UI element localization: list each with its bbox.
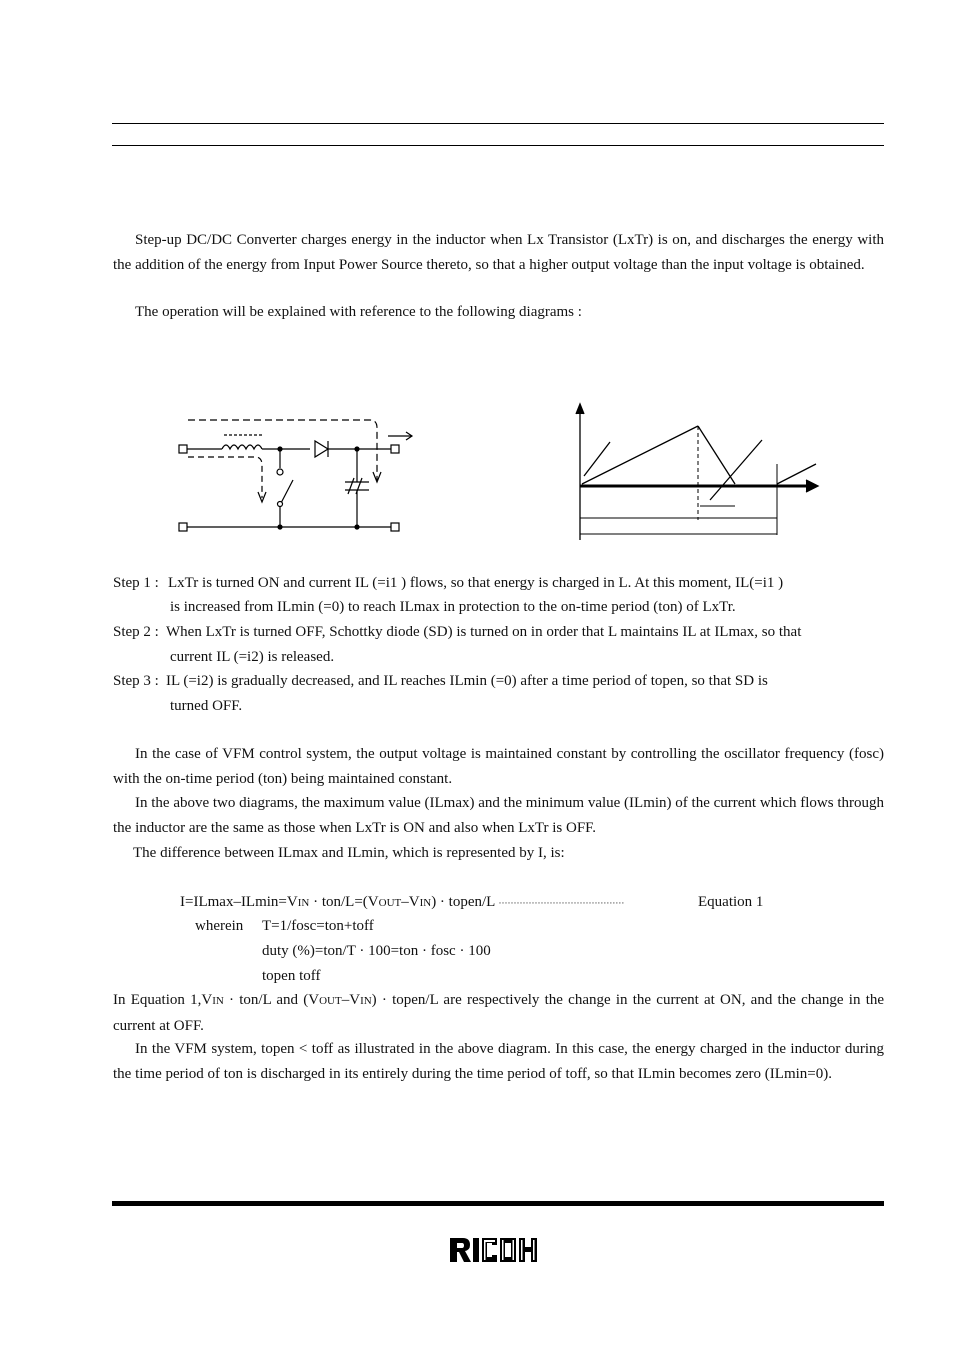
intro-paragraph-1: Step-up DC/DC Converter charges energy in the inductor when Lx Transistor (LxTr) is on, and discharges the energy with the addition of the energy from Input Power Source thereto, so that a higher output voltage than the input voltage is obtained. — [113, 232, 884, 273]
ricoh-logo — [449, 1236, 549, 1264]
expl-part-a: In Equation 1,V — [113, 992, 213, 1008]
expl-vin-sub-2: IN — [360, 995, 372, 1007]
current-waveform — [570, 400, 830, 540]
definition-duty: duty (%)=ton/T · 100=ton · fosc · 100 — [262, 943, 491, 959]
step-3-line-1: IL (=i2) is gradually decreased, and IL reaches ILmin (=0) after a time period of topen, so that SD is — [166, 673, 768, 689]
equation-part-c: –V — [401, 894, 420, 910]
equation-part-a: I=ILmax–ILmin=V — [180, 894, 298, 910]
expl-vin-sub-1: IN — [212, 995, 224, 1007]
equation-leader-dots: ·········································· — [498, 898, 625, 908]
expl-vout-sub: OUT — [319, 995, 342, 1007]
difference-paragraph: The difference between ILmax and ILmin, which is represented by I, is: — [133, 845, 565, 861]
step-3-line-2: turned OFF. — [170, 698, 243, 714]
equation-part-b: · ton/L=(V — [309, 894, 379, 910]
definition-period: T=1/fosc=ton+toff — [262, 918, 374, 934]
expl-part-d: ) · topen/L are respectively the change in the current at ON, and the change in the current at OFF. — [113, 992, 885, 1034]
ilmax-paragraph: In the above two diagrams, the maximum value (ILmax) and the minimum value (ILmin) of the current which flows through the inductor are the same as those when LxTr is ON and also when LxTr is OFF. — [113, 795, 884, 836]
step-2-line-1: When LxTr is turned OFF, Schottky diode (SD) is turned on in order that L maintains IL at ILmax, so that — [166, 624, 802, 640]
equation-vout-sub: OUT — [378, 897, 402, 909]
equation-label: Equation 1 — [698, 894, 764, 910]
expl-part-b: · ton/L and (V — [223, 992, 320, 1008]
step-1-line-2: is increased from ILmin (=0) to reach ILmax in protection to the on-time period (ton) of LxTr. — [170, 599, 736, 615]
step-1-line-1: LxTr is turned ON and current IL (=i1 ) flows, so that energy is charged in L. At this moment, IL(=i1 ) — [168, 575, 784, 591]
step-3-label: Step 3 : — [113, 673, 159, 689]
topen-paragraph: In the VFM system, topen < toff as illustrated in the above diagram. In this case, the energy charged in the inductor during the time period of ton is discharged in its entirely during the time period of toff, so that ILmin becomes zero (ILmin=0). — [113, 1041, 884, 1082]
footer-rule — [112, 1201, 884, 1206]
header-rule-bottom — [112, 145, 884, 146]
circuit-diagram — [170, 410, 430, 540]
step-2-label: Step 2 : — [113, 624, 159, 640]
equation-explanation — [113, 988, 884, 1038]
equation-vin-sub-1: IN — [297, 897, 310, 909]
step-1-label: Step 1 : — [113, 575, 159, 591]
step-2-line-2: current IL (=i2) is released. — [170, 649, 335, 665]
equation-part-d: ) · topen/L — [431, 894, 499, 910]
definition-topen: topen toff — [262, 968, 321, 984]
equation-vin-sub-2: IN — [419, 897, 432, 909]
wherein-label: wherein — [195, 918, 244, 934]
equation-1 — [180, 892, 624, 913]
vfm-paragraph: In the case of VFM control system, the output voltage is maintained constant by controlling the oscillator frequency (fosc) with the on-time period (ton) being maintained constant. — [113, 746, 884, 787]
header-rule-top — [112, 123, 884, 124]
intro-paragraph-2: The operation will be explained with reference to the following diagrams : — [135, 304, 582, 320]
expl-part-c: –V — [341, 992, 361, 1008]
